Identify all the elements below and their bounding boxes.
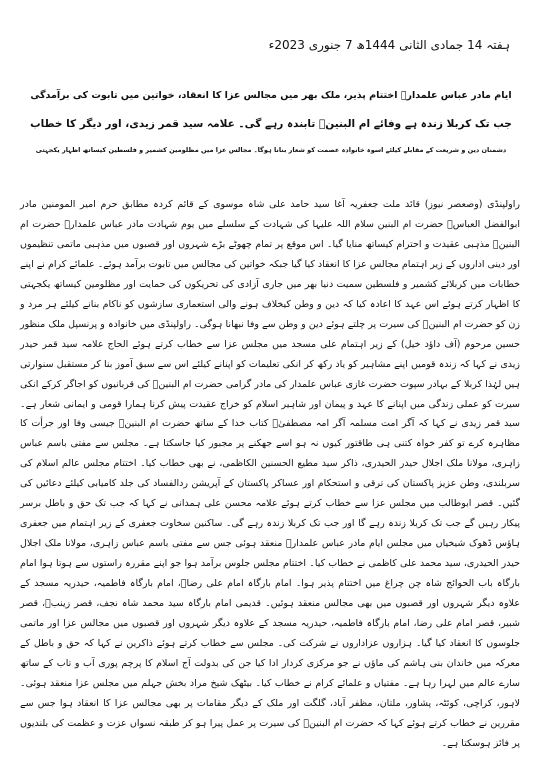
headline-sub: جب تک کربلا زندہ ہے وفائے ام البنینؑ تابندہ رہے گی۔ علامہ سید قمر زیدی، اور دیگر کا خطاب	[30, 118, 512, 130]
headline-deck: دشمنان دین و شریعت کے مقابلے کیلئے اسوہ خانوادہ عصمت کو شعار بنانا ہوگا۔ مجالس عزا میں مظلومین کشمیر و فلسطین کیساتھ اظہار یکجہتی	[35, 146, 507, 154]
article-text: راولپنڈی (وصعصر نیوز) قائد ملت جعفریہ آغا سید حامد علی شاہ موسوی کے قائم کردہ مطابق حرم امیر المومنین مادر ابوالفضل العباسؑ حضرت ام البنین سلام اللہ علیہا کی شہادت کے سلسلے میں یوم شہادت مادر عباس علمدارؑ حضرت ام البنینؑ مذہبی عقیدت و احترام کیساتھ منایا گیا۔ اس موقع پر تمام چھوٹے بڑے شہروں اور قصبوں میں مذہبی ماتمی تنظیموں اور دینی اداروں کے زیر اہتمام مجالس عزا کا انعقاد کیا گیا جبکہ خواتین کی مجالس میں تابوت برآمد ہوئے۔ علمائے کرام نے اپنے خطابات میں کربلائے کشمیر و فلسطین سمیت دنیا بھر میں جاری آزادی کی تحریکوں کی حمایت اور مظلومین کیساتھ یکجہتی کا اظہار کرتے ہوئے اس عہد کا اعادہ کیا کہ دین و وطن کیخلاف ہونے والی استعماری سازشوں کو ناکام بنانے کیلئے ہر مرد و زن کو حضرت ام البنینؑ کی سیرت پر چلتے ہوئے دین و وطن سے وفا نبھانا ہوگی۔ راولپنڈی میں خانوادہ و پرنسپل ملک منظور حسین مرحوم (آف داؤد خیل) کے زیر اہتمام علی مسجد میں مجلس عزا سے خطاب کرتے ہوئے الحاج علامہ سید قمر حیدر زیدی نے کہا کہ زندہ قومیں اپنے مشاہیر کو یاد رکھ کر انکی تعلیمات کو اپنانے کیلئے اس سے سبق آموز بنا کر مستقبل سنوارتی ہیں لہٰذا کربلا کے بہادر سپوت حضرت غازی عباس علمدار کی مادر گرامی حضرت ام البنینؑ کی قربانیوں کو اجاگر کرکے انکی سیرت کو عملی زندگی میں اپنانے کا عہد و پیمان اور شاہیر اسلام کو خراج عقیدت پیش کرنا ہمارا قومی و ایمانی شعار ہے۔ سید قمر زیدی نے کہا کہ آگر امت مسلمہ آگر امہ مصطفیٰؐ کتاب خدا کے ساتھ حضرت ام البنینؑ جیسی وفا اور جرأت کا مظاہرہ کرے تو کفر خواہ کتنی ہی طاقتور کیوں نہ ہو اسے جھکنے پر مجبور کیا جاسکتا ہے۔ مجلس سے مفتی باسم عباس زاہری، مولانا ملک اجلال حیدر الحیدری، ذاکر سید مطیع الحسنین الکاظمی، نے بھی خطاب کیا۔ اختتام مجلس عالم اسلام کی سربلندی، وطن عزیز پاکستان کی ترقی و استحکام اور عساکر پاکستان کے آپریشن ردالفساد کی جلد کامیابی کیلئے دعائیں کی گئیں۔ قصر ابوطالب میں مجلس عزا سے خطاب کرتے ہوئے علامہ محسن علی ہمدانی نے کہا کہ جب تک حق و باطل برسر پیکار رہیں گے جب تک کربلا زندہ رہے گا اور جب تک کربلا زندہ رہے گی۔ ساکنین سخاوت جعفری کے زیر اہتمام میں جعفری ہاؤس ڈھوک شیخیاں میں مجلس ایام مادر عباس علمدارؑ منعقد ہوئی جس سے مفتی باسم عباس زاہری، مولانا ملک اجلال حیدر الحیدری، سید محمد علی کاظمی نے خطاب کیا۔ اختتام مجلس جلوس برآمد ہوا جو اپنے مقررہ راستوں سے ہوتا ہوا امام بارگاہ باب الحوائج شاہ چن چراغ میں اختتام پذیر ہوا۔ امام بارگاہ امام علی رضاؑ، امام بارگاہ فاطمیہ، حیدریہ مسجد کے علاوہ دیگر شہروں اور قصبوں میں بھی مجالس منعقد ہوئیں۔ قدیمی امام بارگاہ سید محمد شاہ نجف، قصر زینبؑ، قصر شبیر، قصر امام علی رضا، امام بارگاہ فاطمیہ، حیدریہ مسجد کے علاوہ دیگر شہروں اور قصبوں میں مجالس عزا اور ماتمی جلوسوں کا انعقاد کیا گیا۔ ہزاروں عزاداروں نے شرکت کی۔ مجلس سے خطاب کرتے ہوئے ذاکرین نے کہا کہ حق و باطل کے معرکہ میں خاندان بنی ہاشم کی ماؤں نے جو مرکزی کردار ادا کیا جن کی بدولت آج اسلام کا پرچم پوری آب و تاب کے ساتھ سارے عالم میں لہرا رہا ہے۔ مفتیاں و علمائے کرام نے خطاب کیا۔ بیٹھک شیخ مراد بخش جہلم میں مجلس عزا منعقد ہوئی۔ لاہور، کراچی، کوئٹہ، پشاور، ملتان، مظفر آباد، گلگت اور ملک کے دیگر مقامات پر بھی مجالس عزا کا انعقاد ہوا جس سے مقررین نے خطاب کرتے ہوئے کہا کہ حضرت ام البنینؑ کی سیرت پر عمل پیرا ہو کر طبقہ نسواں عزت و عظمت کی بلندیوں پر فائز ہوسکتا ہے۔	[20, 199, 520, 749]
headline-main: ایام مادر عباس علمدارؑ اختتام پذیر، ملک بھر میں مجالس عزا کا انعقاد، خواتین میں تابوت کی برآمدگی	[30, 90, 512, 101]
article-body	[20, 195, 520, 754]
dateline: ہفتہ 14 جمادی الثانی 1444ھ 7 جنوری 2023ء	[268, 38, 510, 52]
